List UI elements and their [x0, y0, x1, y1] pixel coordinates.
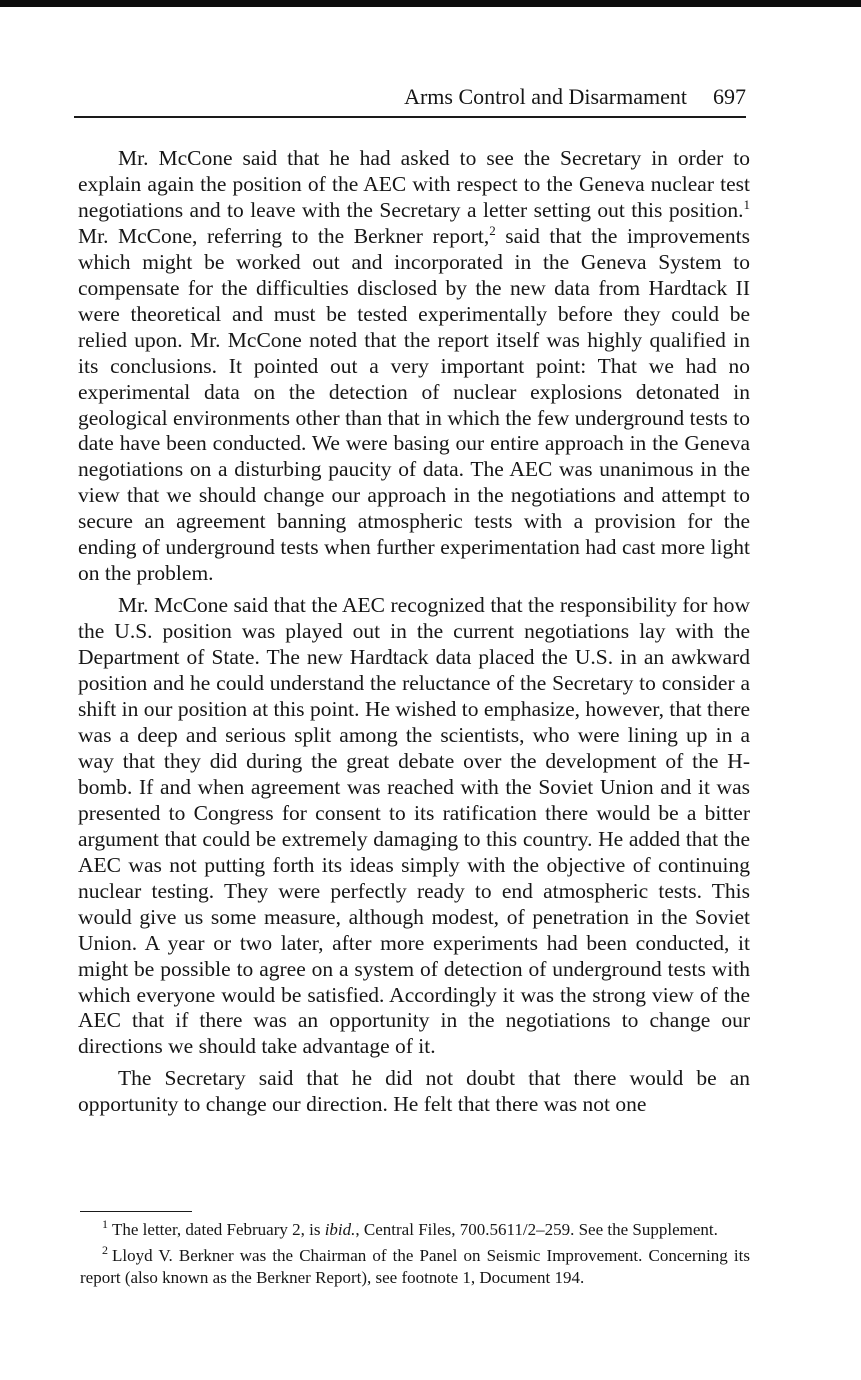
paragraph-1-part-c: said that the improvements which might be worked out and incorporated in the Geneva System to compensate for the difficulties disclosed by the new data from Hardtack II were theoretical and must be tested experimentally before they could be relied upon. Mr. McCone noted that the report itself was highly qualified in its conclusions. It pointed out a very important point: That we had no experimental data on the detection of nuclear explosions detonated in geological environments other than that in which the few underground tests to date have been conducted. We were basing our entire approach in the Geneva negotiations on a disturbing paucity of data. The AEC was unanimous in the view that we should change our approach in the negotiations and attempt to secure an agreement banning atmospheric tests with a provision for the ending of underground tests when further experimentation had cast more light on the problem. — [78, 223, 750, 586]
running-header — [74, 82, 746, 112]
footnote-1-mark: 1 — [102, 1217, 108, 1232]
paragraph-2: Mr. McCone said that the AEC recognized that the responsibility for how the U.S. position was played out in the current negotiations lay with the Department of State. The new Hardtack data placed the U.S. in an awkward position and he could understand the reluctance of the Secretary to consider a shift in our position at this point. He wished to emphasize, however, that there was a deep and serious split among the scientists, who were lining up in a way that they did during the great debate over the development of the H-bomb. If and when agreement was reached with the Soviet Union and it was presented to Congress for consent to its ratification there would be a bitter argument that could be extremely damaging to this country. He added that the AEC was not putting forth its ideas simply with the objective of continuing nuclear testing. They were perfectly ready to end atmospheric tests. This would give us some measure, although modest, of penetration in the Soviet Union. A year or two later, after more experiments had been conducted, it might be possible to agree on a system of detection of underground tests with which everyone would be satisfied. Accordingly it was the strong view of the AEC that if there was an opportunity in the negotiations to change our directions we should take advantage of it. — [78, 593, 750, 1059]
footnote-ref-1: 1 — [743, 196, 750, 212]
footnote-1-text-a: The letter, dated February 2, is — [112, 1220, 325, 1239]
paragraph-1 — [78, 146, 750, 587]
footnote-2-text: Lloyd V. Berkner was the Chairman of the Panel on Seismic Improvement. Concerning its report (also known as the Berkner Report), see footnote 1, Document 194. — [80, 1246, 750, 1287]
paragraph-1-part-b: Mr. McCone, referring to the Berkner report, — [78, 223, 490, 248]
footnotes — [80, 1219, 750, 1293]
footnote-1-ibid: ibid. — [324, 1220, 356, 1239]
footnote-2-mark: 2 — [102, 1243, 108, 1258]
footnote-ref-2: 2 — [489, 222, 496, 238]
body-text — [78, 146, 750, 1118]
paragraph-1-part-a: Mr. McCone said that he had asked to see the Secretary in order to explain again the position of the AEC with respect to the Geneva nuclear test negotiations and to leave with the Secretary a letter setting out this position. — [78, 146, 750, 222]
footnote-1 — [80, 1219, 750, 1241]
footnote-1-text-b: , Central Files, 700.5611/2–259. See the Supplement. — [355, 1220, 718, 1239]
footnote-rule — [80, 1211, 192, 1212]
header-rule — [74, 116, 746, 118]
footnote-2 — [80, 1245, 750, 1289]
paragraph-3: The Secretary said that he did not doubt that there would be an opportunity to change our direction. He felt that there was not one — [78, 1066, 750, 1117]
page-number: 697 — [713, 84, 746, 109]
running-title: Arms Control and Disarmament — [404, 84, 687, 109]
scan-top-edge — [0, 0, 861, 7]
